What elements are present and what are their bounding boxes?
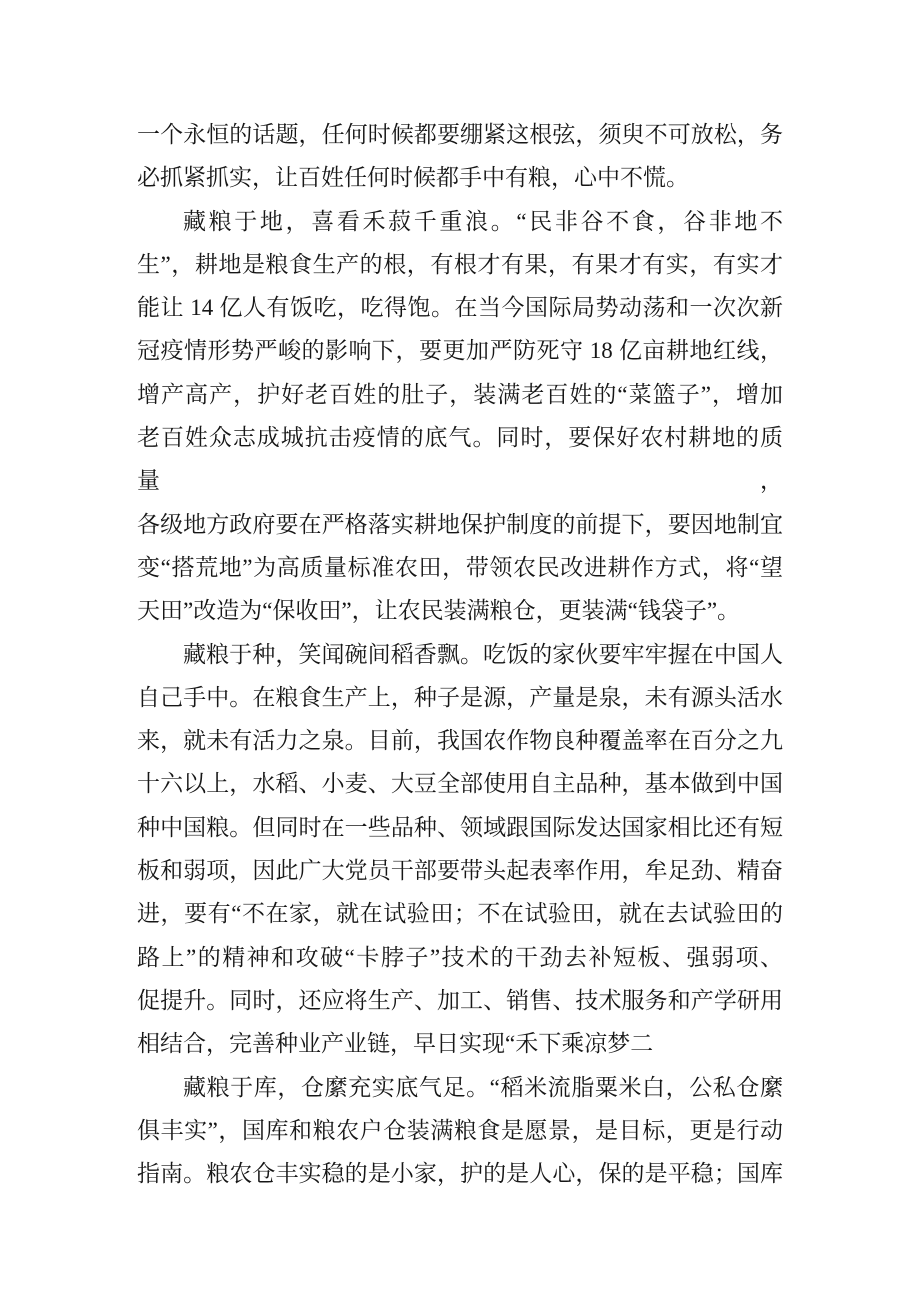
text-line: 指南。粮农仓丰实稳的是小家，护的是人心，保的是平稳；国库 <box>137 1161 783 1187</box>
text-line: 增产高产，护好老百姓的肚子，装满老百姓的“菜篮子”，增加 <box>137 381 783 407</box>
text-line: 变“搭荒地”为高质量标准农田，带领农民改进耕作方式，将“望 <box>137 554 783 580</box>
text-line: 冠疫情形势严峻的影响下，要更加严防死守 18 亿亩耕地红线， <box>137 338 783 364</box>
text-line: 十六以上，水稻、小麦、大豆全部使用自主品种，基本做到中国 <box>137 771 783 797</box>
text-line: 各级地方政府要在严格落实耕地保护制度的前提下，要因地制宜 <box>137 511 783 537</box>
text-line: 藏粮于种，笑闻碗间稻香飘。吃饭的家伙要牢牢握在中国人 <box>183 641 783 667</box>
text-block <box>137 113 783 1195</box>
text-line: 进，要有“不在家，就在试验田；不在试验田，就在去试验田的 <box>137 901 783 927</box>
text-line: 板和弱项，因此广大党员干部要带头起表率作用，牟足劲、精奋 <box>137 858 783 884</box>
text-line: 生”，耕地是粮食生产的根，有根才有果，有果才有实，有实才 <box>137 251 783 277</box>
text-line: 相结合，完善种业产业链，早日实现“禾下乘凉梦二 <box>137 1031 654 1057</box>
text-line: 老百姓众志成城抗击疫情的底气。同时，要保好农村耕地的质量， <box>137 425 783 494</box>
text-line: 天田”改造为“保收田”，让农民装满粮仓，更装满“钱袋子”。 <box>137 598 741 624</box>
text-line: 一个永恒的话题，任何时候都要绷紧这根弦，须臾不可放松，务 <box>137 122 783 147</box>
text-line: 必抓紧抓实，让百姓任何时候都手中有粮，心中不慌。 <box>137 165 689 191</box>
text-line: 自己手中。在粮食生产上，种子是源，产量是泉，未有源头活水 <box>137 684 783 710</box>
text-line: 促提升。同时，还应将生产、加工、销售、技术服务和产学研用 <box>137 987 783 1013</box>
text-line: 种中国粮。但同时在一些品种、领域跟国际发达国家相比还有短 <box>137 814 783 840</box>
text-line: 来，就未有活力之泉。目前，我国农作物良种覆盖率在百分之九 <box>137 728 783 754</box>
text-line: 能让 14 亿人有饭吃，吃得饱。在当今国际局势动荡和一次次新 <box>137 295 783 321</box>
text-line: 藏粮于地，喜看禾菽千重浪。“民非谷不食，谷非地不 <box>183 208 783 234</box>
text-line: 路上”的精神和攻破“卡脖子”技术的干劲去补短板、强弱项、 <box>137 944 783 970</box>
text-line: 藏粮于库，仓縻充实底气足。“稻米流脂粟米白，公私仓縻 <box>183 1074 783 1100</box>
text-line: 俱丰实”，国库和粮农户仓装满粮食是愿景，是目标，更是行动 <box>137 1117 783 1143</box>
